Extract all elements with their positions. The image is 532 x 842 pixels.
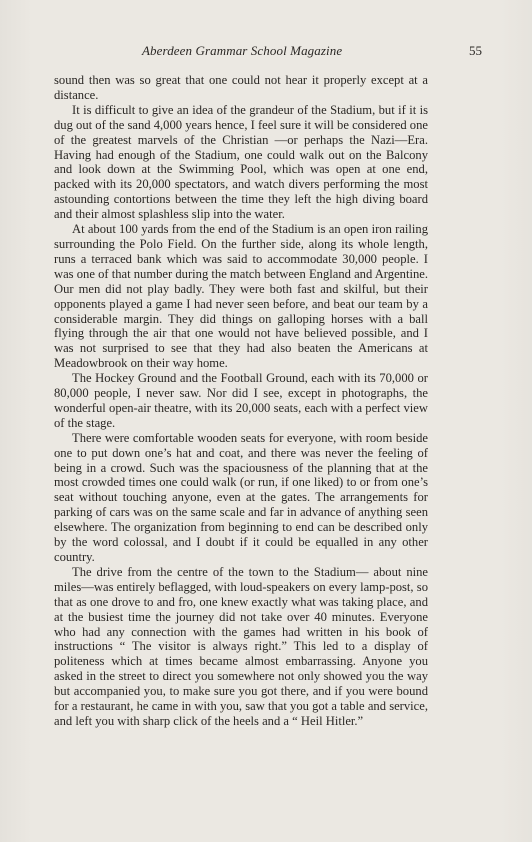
- article-body: [54, 73, 428, 729]
- paragraph: There were comfortable wooden seats for everyone, with room beside one to put down one’s hat and coat, and there was never the feeling of being in a crowd. Such was the spaciousness of the planning that at the most crowded times one could walk (or run, if one liked) to or from one’s seat without touching anyone, even at the gates. The arrangements for parking of cars was on the same scale and far in advance of anything seen elsewhere. The organization from beginning to end can be described only by the word colossal, and I doubt if it could be equalled in any other country.: [54, 430, 428, 564]
- running-title: Aberdeen Grammar School Magazine: [142, 43, 343, 58]
- page-header: [54, 43, 482, 63]
- page-number: 55: [469, 43, 482, 58]
- paragraph: The drive from the centre of the town to the Stadium— about nine miles—was entirely beflagged, with loud-speakers on every lamp-post, so that as one drove to and fro, one knew exactly what was taking place, and at the busiest time the journey did not take over 40 minutes. Everyone who had any connection with the games had written in his book of instructions “ The visitor is always right.” This led to a display of politeness which at times became almost embarrassing. Anyone you asked in the street to direct you somewhere not only showed you the way but accompanied you, to make sure you got there, and if you were bound for a restaurant, he came in with you, saw that you got a table and service, and left you with sharp click of the heels and a “ Heil Hitler.”: [54, 564, 428, 728]
- paragraph: The Hockey Ground and the Football Ground, each with its 70,000 or 80,000 people, I never saw. Nor did I see, except in photographs, the wonderful open-air theatre, with its 20,000 seats, each with a perfect view of the stage.: [54, 371, 428, 430]
- paragraph: At about 100 yards from the end of the Stadium is an open iron railing surrounding the Polo Field. On the further side, along its whole length, runs a terraced bank which was said to accommodate 30,000 people. I was one of that number during the match between England and Argentine. Our men did not play badly. They were both fast and skilful, but their opponents played a game I had never seen before, and beat our team by a considerable margin. They did things on galloping horses with a ball flying through the air that one would not have believed possible, and I was not surprised to see that they had also beaten the Americans at Meadowbrook on their way home.: [54, 222, 428, 371]
- paragraph: sound then was so great that one could not hear it properly except at a distance.: [54, 73, 428, 102]
- paragraph: It is difficult to give an idea of the grandeur of the Stadium, but if it is dug out of the sand 4,000 years hence, I feel sure it will be considered one of the greatest marvels of the Christian —or perhaps the Nazi—Era. Having had enough of the Stadium, one could walk out on the Balcony and look down at the Swimming Pool, which was open at one end, packed with its 20,000 spectators, and watch divers performing the most astounding contortions between the time they left the high diving board and their almost splashless slip into the water.: [54, 102, 428, 222]
